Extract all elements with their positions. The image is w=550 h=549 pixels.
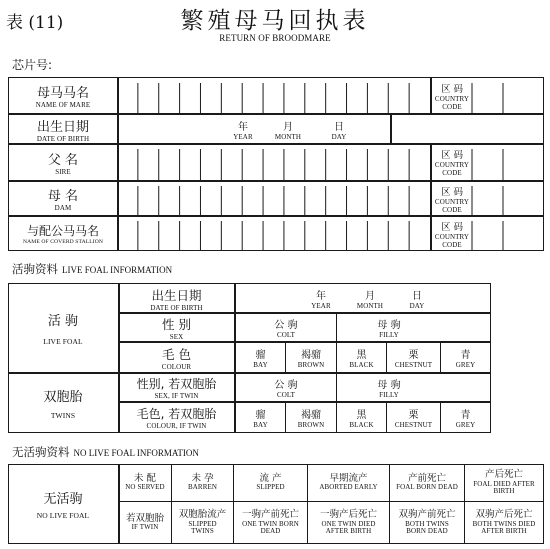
option-colt[interactable]: 公 驹 COLT — [274, 320, 298, 339]
colour-brown[interactable]: 褐骝 BROWN — [297, 350, 325, 369]
twin-colour-bay[interactable]: 骝 BAY — [253, 410, 268, 429]
mare-dob-year[interactable]: 年 YEAR — [233, 121, 253, 141]
label-twin-sex: 性别, 若双胞胎 SEX, IF TWIN — [136, 377, 217, 400]
option-foal-died-after-birth[interactable]: 产后死亡 FOAL DIED AFTER BIRTH — [473, 469, 535, 496]
option-one-twin-born-dead[interactable]: 一驹产前死亡 ONE TWIN BORN DEAD — [241, 509, 299, 536]
mare-dob-month[interactable]: 月 MONTH — [274, 121, 302, 141]
option-twin-filly[interactable]: 母 驹 FILLY — [377, 380, 401, 399]
colour-chestnut[interactable]: 栗 CHESTNUT — [394, 350, 433, 369]
label-foal-dob: 出生日期 DATE OF BIRTH — [150, 287, 203, 312]
foal-dob-year[interactable]: 年 YEAR — [311, 290, 331, 310]
colour-black[interactable]: 黑 BLACK — [349, 350, 374, 369]
form-title: 繁殖母马回执表 — [180, 8, 370, 34]
option-if-twin[interactable]: 若双胞胎 IF TWIN — [125, 512, 164, 532]
twin-colour-brown[interactable]: 褐骝 BROWN — [297, 410, 325, 429]
twin-colour-black[interactable]: 黑 BLACK — [349, 410, 374, 429]
twin-colour-chestnut[interactable]: 栗 CHESTNUT — [394, 410, 433, 429]
table-number: 表 (11) — [6, 13, 64, 33]
option-both-twins-died-after-birth[interactable]: 双驹产后死亡 BOTH TWINS DIED AFTER BIRTH — [472, 509, 536, 536]
label-covered-stallion: 与配公马马名 NAME OF COVERD STALLION — [22, 224, 103, 245]
option-one-twin-died-after-birth[interactable]: 一驹产后死亡 ONE TWIN DIED AFTER BIRTH — [319, 509, 377, 536]
label-live-foal: 活 驹 LIVE FOAL — [43, 314, 83, 346]
label-sire: 父 名 SIRE — [47, 152, 79, 176]
country-code-sire: 区 码 COUNTRY CODE — [434, 150, 470, 177]
option-slipped[interactable]: 流 产 SLIPPED — [256, 472, 285, 492]
option-no-served[interactable]: 未 配 NO SERVED — [125, 472, 165, 492]
label-foal-colour: 毛 色 COLOUR — [161, 346, 192, 371]
country-code-stallion: 区 码 COUNTRY CODE — [434, 221, 470, 249]
option-barren[interactable]: 未 孕 BARREN — [188, 472, 217, 492]
live-foal-heading: 活驹资料 LIVE FOAL INFORMATION — [12, 262, 173, 276]
label-mare-name: 母马马名 NAME OF MARE — [35, 86, 91, 109]
colour-grey[interactable]: 青 GREY — [455, 350, 476, 369]
country-code-dam: 区 码 COUNTRY CODE — [434, 186, 470, 214]
label-mare-dob: 出生日期 DATE OF BIRTH — [36, 119, 90, 143]
form-subtitle: RETURN OF BROODMARE — [219, 33, 331, 43]
option-slipped-twins[interactable]: 双胞胎流产 SLIPPED TWINS — [178, 509, 227, 536]
option-twin-colt[interactable]: 公 驹 COLT — [274, 380, 298, 399]
label-foal-sex: 性 别 SEX — [162, 316, 191, 341]
chip-number-label: 芯片号: — [12, 58, 53, 72]
label-no-live-foal: 无活驹 NO LIVE FOAL — [36, 492, 90, 520]
option-both-twins-born-dead[interactable]: 双驹产前死亡 BOTH TWINS BORN DEAD — [398, 509, 456, 536]
option-aborted-early[interactable]: 早期流产 ABORTED EARLY — [319, 472, 378, 492]
no-live-foal-heading: 无活驹资料 NO LIVE FOAL INFORMATION — [12, 445, 199, 459]
mare-dob-day[interactable]: 日 DAY — [331, 121, 347, 141]
label-twin-colour: 毛色, 若双胞胎 COLOUR, IF TWIN — [136, 407, 217, 430]
foal-dob-month[interactable]: 月 MONTH — [356, 290, 384, 310]
colour-bay[interactable]: 骝 BAY — [253, 350, 268, 369]
foal-dob-day[interactable]: 日 DAY — [409, 290, 425, 310]
label-dam: 母 名 DAM — [47, 189, 79, 212]
country-code-mare: 区 码 COUNTRY CODE — [434, 83, 470, 111]
option-foal-born-dead[interactable]: 产前死亡 FOAL BORN DEAD — [396, 472, 458, 492]
label-twins: 双胞胎 TWINS — [43, 390, 83, 420]
option-filly[interactable]: 母 驹 FILLY — [377, 320, 401, 339]
twin-colour-grey[interactable]: 青 GREY — [455, 410, 476, 429]
